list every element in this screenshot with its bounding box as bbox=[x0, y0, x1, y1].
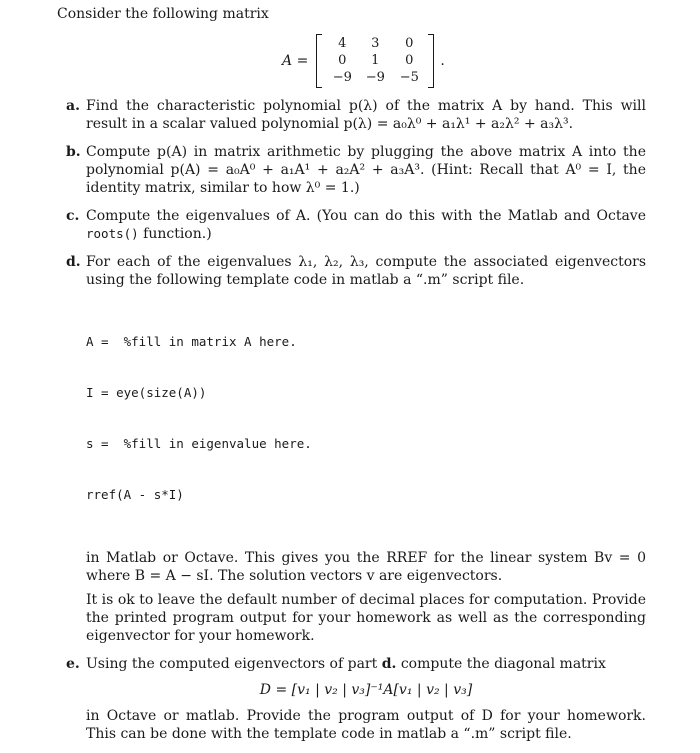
question-c bbox=[66, 207, 646, 243]
matrix-name: A = bbox=[282, 53, 309, 69]
question-e-text-2: in Octave or matlab. Provide the program output of D for your homework. This can be done with the template code in matlab a “.m” script file. bbox=[86, 708, 646, 742]
matrix-cell: 0 bbox=[338, 53, 347, 68]
question-d-text: For each of the eigenvalues λ₁, λ₂, λ₃, compute the associated eigenvectors using the following template code in matlab a “.m” script file. bbox=[86, 254, 646, 288]
matrix-period: . bbox=[440, 53, 445, 69]
question-list bbox=[66, 97, 646, 753]
matrix-cell: 0 bbox=[405, 53, 414, 68]
matrix-cell: 4 bbox=[338, 36, 347, 51]
matrix-cell: 3 bbox=[371, 36, 380, 51]
question-e bbox=[66, 655, 646, 743]
question-c-text: Compute the eigenvalues of A. (You can do this with the Matlab and Octave roots() function.) bbox=[86, 208, 646, 242]
question-d-text-2: in Matlab or Octave. This gives you the RREF for the linear system Bv = 0 where B = A − sI. The solution vectors v are eigenvectors. bbox=[86, 550, 646, 584]
matrix-equation bbox=[282, 34, 445, 88]
question-a bbox=[66, 97, 646, 133]
question-d bbox=[66, 253, 646, 645]
code-line: A = %fill in matrix A here. bbox=[86, 334, 297, 349]
matrix-cell: 0 bbox=[405, 36, 414, 51]
question-b-text: Compute p(A) in matrix arithmetic by plugging the above matrix A into the polynomial p(A) = a₀A⁰ + a₁A¹ + a₂A² + a₃A³. (Hint: Recall that A⁰ = I, the identity matrix, similar to how λ⁰ = 1.) bbox=[86, 144, 646, 196]
question-label: b. bbox=[66, 144, 81, 160]
matrix-cell: −9 bbox=[332, 70, 352, 85]
question-e-text: Using the computed eigenvectors of part d. compute the diagonal matrix bbox=[86, 656, 606, 672]
matrix-cell: 1 bbox=[371, 53, 380, 68]
inline-code: roots() bbox=[86, 226, 139, 241]
question-label: e. bbox=[66, 656, 80, 672]
question-label: a. bbox=[66, 98, 80, 114]
intro-text: Consider the following matrix bbox=[57, 6, 269, 22]
matrix-cell: −9 bbox=[365, 70, 385, 85]
code-line: I = eye(size(A)) bbox=[86, 385, 207, 400]
question-a-text: Find the characteristic polynomial p(λ) of the matrix A by hand. This will result in a scalar valued polynomial p(λ) = a₀λ⁰ + a₁λ¹ + a₂λ² + a₃λ³. bbox=[86, 98, 646, 132]
part-reference: d. bbox=[381, 656, 397, 672]
code-block bbox=[86, 299, 646, 537]
code-line: rref(A - s*I) bbox=[86, 487, 184, 502]
question-b bbox=[66, 143, 646, 197]
matrix-brackets bbox=[316, 34, 434, 88]
question-label: c. bbox=[66, 208, 80, 224]
question-label: d. bbox=[66, 254, 81, 270]
question-d-text-3: It is ok to leave the default number of decimal places for computation. Provide the printed program output for your homework as well as the corresponding eigenvector for your homework. bbox=[86, 592, 646, 644]
diagonal-equation: D = [v₁ | v₂ | v₃]⁻¹A[v₁ | v₂ | v₃] bbox=[259, 682, 473, 698]
matrix-cell: −5 bbox=[399, 70, 419, 85]
code-line: s = %fill in eigenvalue here. bbox=[86, 436, 312, 451]
matrix-grid bbox=[326, 35, 426, 86]
